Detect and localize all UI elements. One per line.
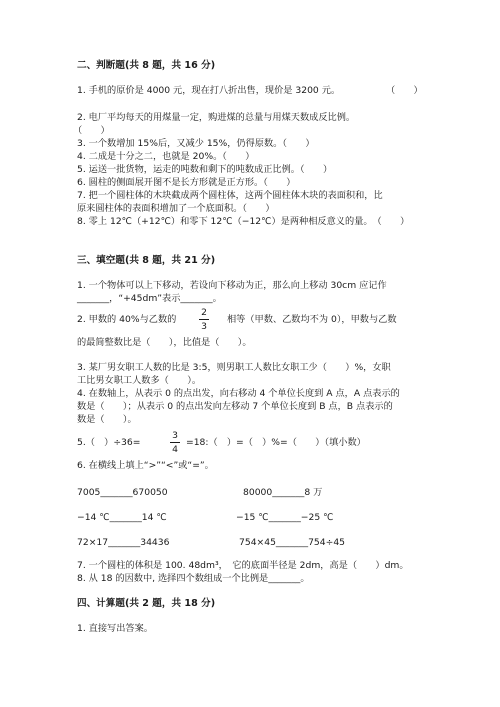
judge-q3: 3. 一个数增加 15%后，又减少 15%，仍得原数。（ ）	[77, 138, 315, 149]
section-title-fill: 三、填空题(共 8 题，共 21 分)	[77, 255, 216, 266]
section-title-judge: 二、判断题(共 8 题，共 16 分)	[77, 60, 216, 71]
fill-q2-right: 相等（甲数、乙数均不为 0），甲数与乙数	[227, 314, 397, 325]
judge-q6: 6. 圆柱的侧面展开图不是长方形就是正方形。（ ）	[77, 177, 296, 188]
fill-q5-right: =18:（ ）=（ ）%=（ ）（填小数）	[186, 437, 366, 448]
fraction-bar	[199, 319, 209, 320]
fill-q4-line1: 4. 在数轴上，从表示 0 的点出发，向右移动 4 个单位长度到 A 点，A 点表示的	[77, 388, 400, 399]
fill-q4-line3: 数是（ ）。	[77, 414, 137, 425]
fill-q2-fraction-denominator: 3	[201, 321, 207, 332]
fill-q3-line1: 3. 某厂男女职工人数的比是 3:5，则男职工人数比女职工少（ ）%，女职	[77, 362, 391, 373]
fraction-bar	[170, 442, 180, 443]
fill-q5-fraction	[168, 430, 182, 455]
judge-q1-blank: （ ）	[386, 85, 423, 96]
compare-6: 754×45_______754÷45	[239, 537, 346, 548]
fill-q1-line1: 1. 一个物体可以上下移动，若设向下移动为正，那么向上移动 30cm 应记作	[77, 280, 387, 291]
judge-q1: 1. 手机的原价是 4000 元，现在打八折出售，现价是 3200 元。	[77, 85, 341, 96]
compare-2: 80000_______8 万	[243, 487, 323, 498]
fill-q2-line2: 的最简整数比是（ ），比值是（ ）。	[77, 337, 252, 348]
fill-q5-fraction-denominator: 4	[172, 444, 178, 455]
judge-q2: 2. 电厂平均每天的用煤量一定，购进煤的总量与用煤天数成反比例。	[77, 112, 356, 123]
compare-1: 7005_______670050	[77, 487, 168, 498]
section-title-calc: 四、计算题(共 2 题，共 18 分)	[77, 598, 216, 609]
fill-q3-line2: 工比男女职工人数多（ ）。	[77, 375, 202, 386]
fill-q4-line2: 数是（ ）；从表示 0 的点出发向左移动 7 个单位长度到 B 点，B 点表示的	[77, 401, 393, 412]
compare-5: 72×17_______34436	[77, 537, 170, 548]
fill-q2-left: 2. 甲数的 40%与乙数的	[77, 314, 177, 325]
judge-q8: 8. 零上 12℃（+12℃）和零下 12℃（−12℃）是两种相反意义的量。 （ ）	[77, 216, 410, 227]
compare-3: −14 ℃_______14 ℃	[77, 512, 167, 523]
judge-q2-blank: （ ）	[73, 125, 110, 136]
judge-q7-line2: 原来圆柱体的表面积增加了一个底面积。（ ）	[77, 203, 275, 214]
judge-q4: 4. 二成是十分之二，也就是 20%。（ ）	[77, 151, 255, 162]
fill-q2-fraction	[197, 307, 211, 332]
calc-q1: 1. 直接写出答案。	[77, 623, 153, 634]
compare-4: −15 ℃_______−25 ℃	[236, 512, 334, 523]
judge-q5: 5. 运送一批货物，运走的吨数和剩下的吨数成正比例。（ ）	[77, 164, 333, 175]
fill-q2-fraction-numerator: 2	[201, 307, 207, 318]
fill-q5-fraction-numerator: 3	[172, 430, 178, 441]
fill-q1-line2: _______，“+45dm”表示_______。	[77, 293, 222, 304]
fill-q8: 8. 从 18 的因数中, 选择四个数组成一个比例是_______。	[77, 573, 310, 584]
fill-q6: 6. 在横线上填上“>”“<”或“=”。	[77, 460, 214, 471]
fill-q7: 7. 一个圆柱的体积是 100. 48dm³， 它的底面半径是 2dm，高是（ ）dm。	[77, 560, 409, 571]
judge-q7-line1: 7. 把一个圆柱体的木块截成两个圆柱体，这两个圆柱体木块的表面积和，比	[77, 190, 383, 201]
fill-q5-left: 5.（ ）÷36=	[77, 437, 141, 448]
